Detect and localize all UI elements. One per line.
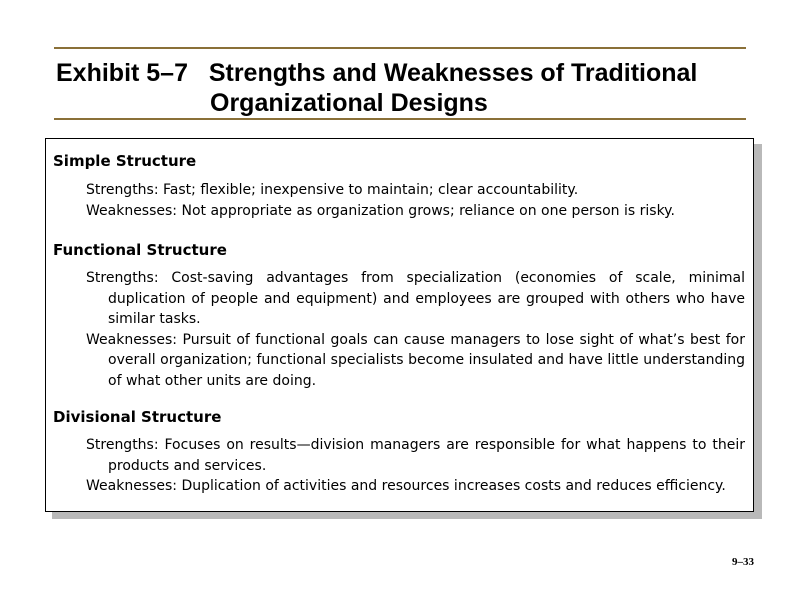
simple-structure-strengths: Strengths: Fast; flexible; inexpensive to maintain; clear accountability. xyxy=(86,182,579,198)
simple-structure-weaknesses: Weaknesses: Not appropriate as organization grows; reliance on one person is risky. xyxy=(86,202,675,219)
divisional-structure-heading: Divisional Structure xyxy=(53,408,222,426)
simple-structure-heading: Simple Structure xyxy=(53,152,197,170)
functional-structure-heading: Functional Structure xyxy=(53,241,227,259)
title-top-rule xyxy=(54,47,746,49)
functional-structure-weaknesses: Weaknesses: Pursuit of functional goals can cause managers to lose sight of what’s best for overall organization; functional specialists become insulated and have little understanding of what other units are doing. xyxy=(86,331,745,389)
exhibit-title-line-2: Organizational Designs xyxy=(210,89,488,117)
exhibit-title-line-1: Exhibit 5–7 Strengths and Weaknesses of Traditional xyxy=(56,59,698,87)
functional-structure-strengths: Strengths: Cost-saving advantages from specialization (economies of scale, minimal duplication of people and equipment) and employees are grouped with others who have similar tasks. xyxy=(86,270,745,327)
functional-structure-section xyxy=(53,240,745,391)
title-bottom-rule xyxy=(54,118,746,120)
simple-structure-section xyxy=(53,151,745,221)
divisional-structure-strengths: Strengths: Focuses on results—division managers are responsible for what happens to their products and services. xyxy=(86,437,745,474)
exhibit-box xyxy=(45,138,754,512)
page-number: 9–33 xyxy=(732,556,754,568)
divisional-structure-weaknesses: Weaknesses: Duplication of activities and resources increases costs and reduces efficiency. xyxy=(86,478,726,494)
divisional-structure-section xyxy=(53,407,745,497)
